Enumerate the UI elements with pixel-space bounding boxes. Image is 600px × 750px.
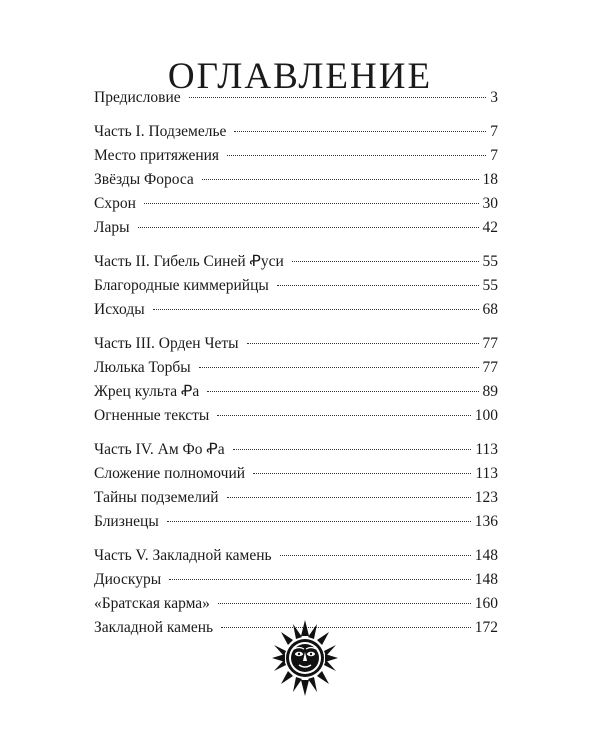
toc-entry-label: Часть II. Гибель Синей Ꝓуси — [94, 253, 284, 270]
dot-leader — [280, 555, 471, 556]
dot-leader — [217, 415, 470, 416]
toc-entry-page-number: 55 — [482, 253, 498, 270]
dot-leader — [247, 343, 479, 344]
toc-entry[interactable] — [94, 544, 498, 568]
toc-entry-label: Лары — [94, 219, 130, 236]
toc-entry-page-number: 172 — [474, 619, 498, 636]
toc-entry-page-number: 7 — [490, 147, 498, 164]
toc-entry[interactable] — [94, 144, 498, 168]
toc-group — [94, 250, 498, 322]
toc-entry-page-number: 77 — [482, 359, 498, 376]
dot-leader — [233, 449, 472, 450]
dot-leader — [202, 179, 479, 180]
toc-entry-page-number: 77 — [482, 335, 498, 352]
toc-entry-page-number: 123 — [474, 489, 498, 506]
toc-entry-label: Часть I. Подземелье — [94, 123, 227, 140]
toc-entry-label: «Братская карма» — [94, 595, 210, 612]
table-of-contents — [94, 86, 498, 650]
toc-entry[interactable] — [94, 438, 498, 462]
toc-entry-label: Схрон — [94, 195, 136, 212]
dot-leader — [227, 155, 486, 156]
toc-entry-page-number: 7 — [490, 123, 498, 140]
toc-entry-label: Часть V. Закладной камень — [94, 547, 272, 564]
toc-entry-page-number: 160 — [474, 595, 498, 612]
toc-entry-page-number: 148 — [474, 547, 498, 564]
toc-entry-label: Место притяжения — [94, 147, 220, 164]
toc-entry[interactable] — [94, 380, 498, 404]
toc-entry-label: Благородные киммерийцы — [94, 277, 269, 294]
toc-entry[interactable] — [94, 356, 498, 380]
dot-leader — [221, 627, 471, 628]
toc-entry-page-number: 89 — [482, 383, 498, 400]
toc-entry-label: Диоскуры — [94, 571, 162, 588]
toc-entry-label: Огненные тексты — [94, 407, 210, 424]
dot-leader — [169, 579, 471, 580]
dot-leader — [138, 227, 479, 228]
toc-entry[interactable] — [94, 274, 498, 298]
toc-entry[interactable] — [94, 168, 498, 192]
dot-leader — [144, 203, 479, 204]
toc-entry-page-number: 68 — [482, 301, 498, 318]
sun-face-icon — [270, 618, 340, 698]
toc-entry-label: Часть III. Орден Четы — [94, 335, 239, 352]
toc-entry[interactable] — [94, 462, 498, 486]
dot-leader — [277, 285, 479, 286]
toc-entry-label: Тайны подземелий — [94, 489, 219, 506]
toc-entry[interactable] — [94, 192, 498, 216]
dot-leader — [207, 391, 478, 392]
toc-entry[interactable] — [94, 250, 498, 274]
dot-leader — [234, 131, 486, 132]
dot-leader — [218, 603, 471, 604]
toc-entry-page-number: 18 — [482, 171, 498, 188]
toc-entry-label: Сложение полномочий — [94, 465, 246, 482]
toc-entry-page-number: 148 — [474, 571, 498, 588]
toc-group — [94, 86, 498, 110]
page-title: ОГЛАВЛЕНИЕ — [167, 55, 433, 97]
toc-entry-label: Предисловие — [94, 89, 181, 106]
dot-leader — [153, 309, 479, 310]
toc-entry-page-number: 113 — [475, 465, 498, 482]
toc-entry-label: Звёзды Фороса — [94, 171, 194, 188]
toc-entry[interactable] — [94, 404, 498, 428]
toc-entry-page-number: 30 — [482, 195, 498, 212]
toc-entry-page-number: 55 — [482, 277, 498, 294]
toc-entry-label: Люлька Торбы — [94, 359, 191, 376]
toc-group — [94, 438, 498, 534]
dot-leader — [227, 497, 471, 498]
toc-entry-label: Часть IV. Ам Фо Ꝓа — [94, 441, 225, 458]
toc-entry-page-number: 100 — [474, 407, 498, 424]
toc-entry-page-number: 136 — [474, 513, 498, 530]
toc-entry[interactable] — [94, 120, 498, 144]
toc-entry-label: Близнецы — [94, 513, 159, 530]
toc-entry[interactable] — [94, 298, 498, 322]
toc-entry-label: Закладной камень — [94, 619, 214, 636]
dot-leader — [253, 473, 471, 474]
toc-entry[interactable] — [94, 86, 498, 110]
toc-group — [94, 332, 498, 428]
toc-entry[interactable] — [94, 332, 498, 356]
toc-entry-page-number: 42 — [482, 219, 498, 236]
toc-entry[interactable] — [94, 568, 498, 592]
toc-entry-label: Жрец культа Ꝓа — [94, 383, 200, 400]
dot-leader — [292, 261, 479, 262]
toc-entry[interactable] — [94, 592, 498, 616]
toc-entry[interactable] — [94, 216, 498, 240]
dot-leader — [199, 367, 479, 368]
dot-leader — [167, 521, 471, 522]
toc-entry[interactable] — [94, 510, 498, 534]
dot-leader — [189, 97, 487, 98]
toc-entry-page-number: 113 — [475, 441, 498, 458]
toc-entry-label: Исходы — [94, 301, 145, 318]
toc-entry[interactable] — [94, 486, 498, 510]
toc-group — [94, 120, 498, 240]
toc-entry-page-number: 3 — [490, 89, 498, 106]
